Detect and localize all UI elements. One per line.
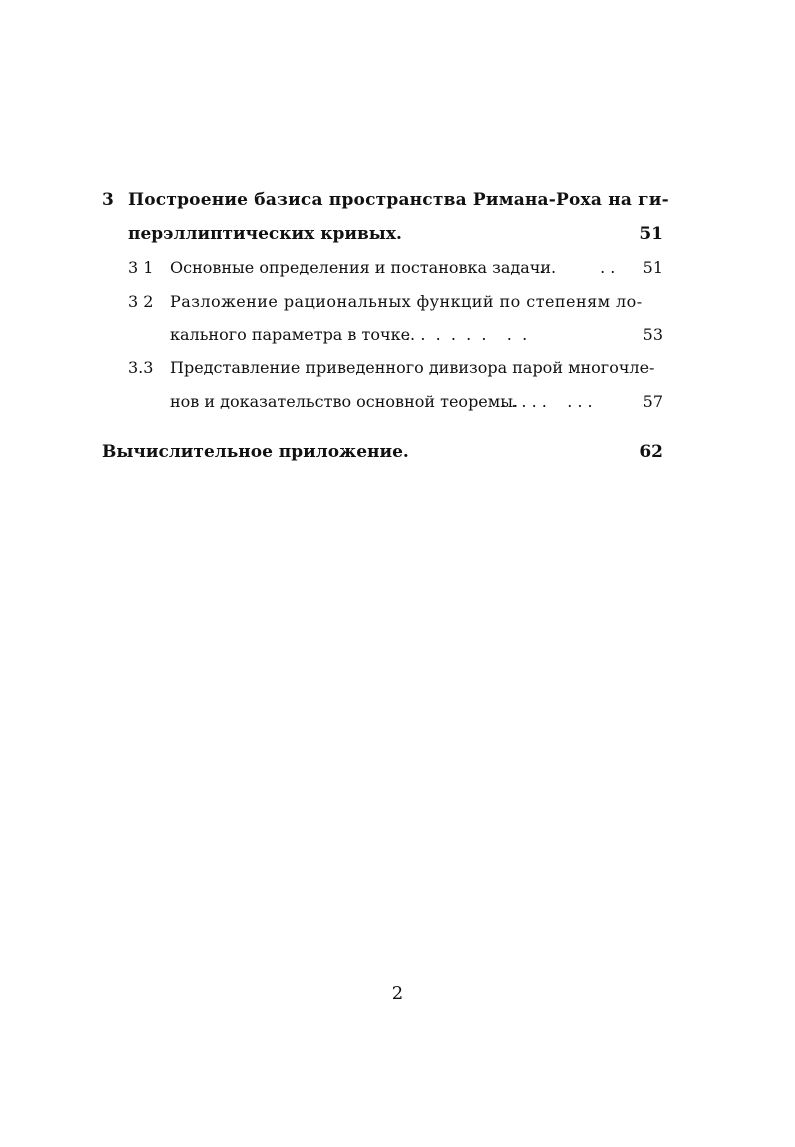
section-number: 3.3	[128, 358, 154, 377]
appendix-title[interactable]: Вычислительное приложение.	[102, 442, 409, 462]
dot-leader: . . .	[534, 258, 616, 277]
section-page-number[interactable]: 51	[642, 258, 663, 277]
chapter-page-number[interactable]: 51	[639, 224, 663, 244]
section-title-continuation[interactable]: нов и доказательство основной теоремы.	[170, 392, 519, 411]
section-page-number[interactable]: 53	[642, 325, 663, 344]
chapter-title-line2[interactable]: перэллиптических кривых.	[128, 224, 402, 244]
section-page-number[interactable]: 57	[642, 392, 663, 411]
section-title-continuation[interactable]: кального параметра в точке.	[170, 325, 416, 344]
section-number: 3 1	[128, 258, 154, 277]
chapter-number: 3	[102, 190, 114, 210]
appendix-page-number[interactable]: 62	[639, 442, 663, 462]
section-number: 3 2	[128, 292, 154, 311]
section-title[interactable]: Представление приведенного дивизора парой многочле-	[170, 358, 655, 377]
chapter-title-line1[interactable]: Построение базиса пространства Римана-Роха на ги-	[128, 190, 669, 210]
page-number: 2	[391, 983, 404, 1004]
dot-leader: . . . . . . . .	[400, 325, 528, 344]
section-title[interactable]: Основные определения и постановка задачи.	[170, 258, 557, 277]
dot-leader: . . . . . . . .	[496, 392, 593, 411]
section-title[interactable]: Разложение рациональных функций по степеням ло-	[170, 292, 643, 311]
